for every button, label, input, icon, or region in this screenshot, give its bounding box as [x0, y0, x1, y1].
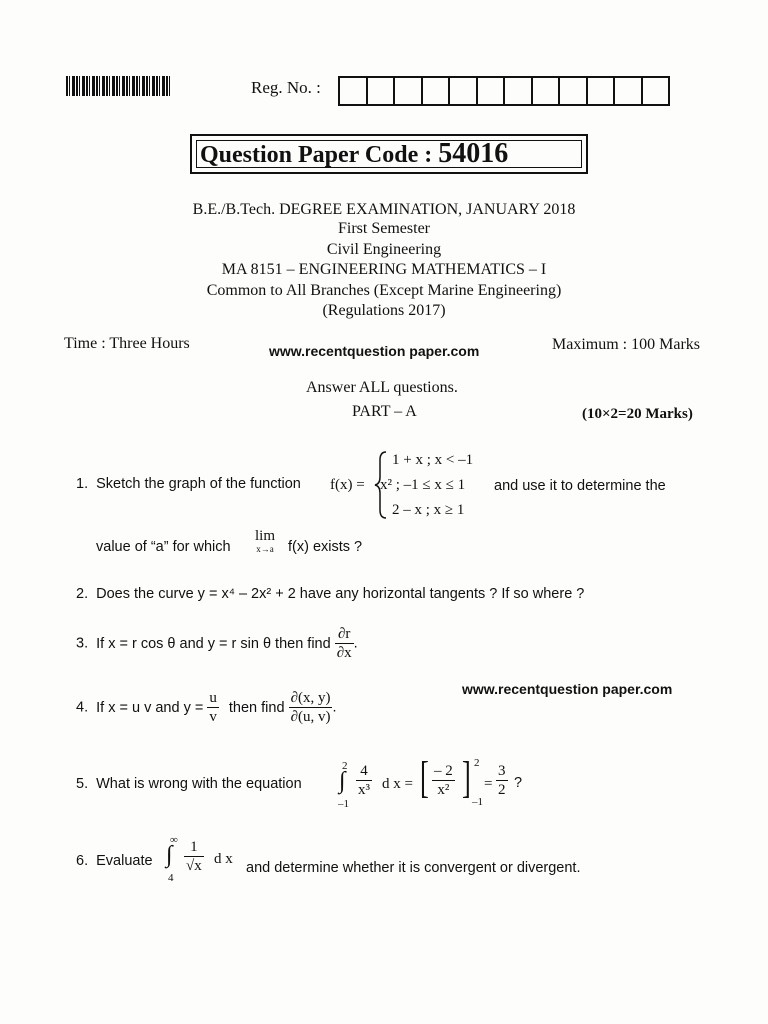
q5-frac [356, 762, 372, 799]
q1-case-2: x² ; –1 ≤ x ≤ 1 [380, 477, 466, 493]
q4-frac2-num: ∂(x, y) [290, 690, 331, 706]
watermark-2[interactable]: www.recentquestion paper.com [462, 681, 673, 697]
q3-text: If x = r cos θ and y = r sin θ then find [96, 635, 331, 652]
q4-frac2-den: ∂(u, v) [290, 709, 331, 725]
q5-end: ? [514, 775, 523, 791]
reg-no-box[interactable] [421, 76, 451, 106]
subject: MA 8151 – ENGINEERING MATHEMATICS – I [221, 261, 547, 278]
exam-title: B.E./B.Tech. DEGREE EXAMINATION, JANUARY 2018 [192, 201, 576, 218]
q5-text: What is wrong with the equation [96, 776, 302, 792]
q5-result-frac [496, 762, 508, 799]
regulations: (Regulations 2017) [322, 302, 446, 319]
reg-no-box[interactable] [641, 76, 671, 106]
q1-text: Sketch the graph of the function [96, 476, 301, 492]
reg-no-box[interactable] [366, 76, 396, 106]
q4-fraction-2 [289, 689, 333, 726]
q4-end: . [332, 699, 337, 716]
q-num: 4. [76, 699, 89, 716]
question-2 [76, 586, 584, 602]
question-5 [76, 776, 302, 792]
q4-frac1-num: u [209, 690, 217, 706]
reg-no-box[interactable] [613, 76, 643, 106]
reg-no-box[interactable] [503, 76, 533, 106]
q4-fraction-1 [207, 689, 219, 726]
semester: First Semester [338, 220, 430, 237]
q3-frac-den: ∂x [336, 645, 352, 661]
lim-top: lim [255, 528, 276, 544]
q5-bracket-lower: –1 [472, 796, 483, 808]
reg-no-box[interactable] [393, 76, 423, 106]
q5-equals: = [484, 776, 493, 792]
reg-no-box[interactable] [558, 76, 588, 106]
q4-text-mid: then find [228, 699, 285, 716]
q6-integral-sign: ∫ [166, 842, 173, 868]
q5-frac-num: 4 [356, 762, 372, 781]
reg-no-label: Reg. No. : [251, 78, 321, 97]
q-num: 1. [76, 476, 89, 492]
q5-bracket-right: ] [462, 753, 471, 802]
q4-text: If x = u v and y = [96, 699, 204, 716]
q5-integral-sign: ∫ [339, 768, 346, 794]
q5-bracket-den: x² [437, 782, 450, 798]
q6-upper-limit: ∞ [170, 834, 178, 846]
q1-text-after: and use it to determine the [494, 478, 666, 494]
q5-bracket-content [432, 762, 455, 799]
q5-result-den: 2 [498, 782, 506, 798]
q5-bracket-num: – 2 [434, 763, 453, 779]
max-marks: Maximum : 100 Marks [552, 336, 700, 353]
q1-case-3: 2 – x ; x ≥ 1 [392, 502, 465, 518]
q5-dx: d x = [382, 776, 413, 792]
q-num: 2. [76, 586, 89, 602]
reg-no-box[interactable] [338, 76, 368, 106]
q-num: 3. [76, 635, 89, 652]
q5-upper-limit: 2 [342, 760, 348, 772]
q1-limit [255, 530, 275, 556]
q5-integrand [356, 762, 372, 799]
q1-function: f(x) = [330, 477, 365, 493]
paper-code-title [200, 138, 508, 170]
question-1 [76, 476, 301, 492]
reg-no-box[interactable] [586, 76, 616, 106]
branch: Civil Engineering [326, 241, 442, 258]
q6-integrand [184, 838, 204, 875]
q6-frac-den: √x [186, 858, 202, 874]
q4-frac1-den: v [209, 709, 217, 725]
q5-bracket-left: [ [420, 753, 429, 802]
q6-frac [184, 838, 204, 875]
q2-text: Does the curve y = x⁴ – 2x² + 2 have any horizontal tangents ? If so where ? [96, 586, 585, 602]
q6-frac-num: 1 [184, 838, 204, 857]
q1-case-1: 1 + x ; x < –1 [392, 452, 474, 468]
question-3 [76, 625, 358, 662]
barcode [66, 76, 172, 96]
lim-bottom: x→a [256, 544, 274, 554]
q1-text-2-after: f(x) exists ? [288, 539, 363, 555]
q3-frac-num: ∂r [335, 625, 354, 644]
common-note: Common to All Branches (Except Marine Engineering) [206, 282, 562, 299]
reg-no-box[interactable] [476, 76, 506, 106]
reg-no-box[interactable] [448, 76, 478, 106]
time-label: Time : Three Hours [64, 335, 190, 352]
part-label: PART – A [352, 403, 417, 420]
paper-code-number: 54016 [438, 138, 509, 169]
q5-lower-limit: –1 [338, 798, 349, 810]
q6-lower-limit: 4 [168, 872, 174, 884]
q5-result-num: 3 [498, 763, 506, 779]
part-marks: (10×2=20 Marks) [582, 406, 693, 422]
instruction: Answer ALL questions. [306, 379, 458, 396]
q1-text-2: value of “a” for which [96, 539, 231, 555]
reg-no-boxes[interactable] [340, 76, 670, 106]
q-num: 5. [76, 776, 89, 792]
paper-code-label: Question Paper Code : [200, 142, 433, 168]
q5-frac-den: x³ [358, 782, 370, 798]
question-4 [76, 689, 337, 726]
question-6 [76, 853, 153, 869]
q5-bracket-upper: 2 [474, 757, 480, 769]
q6-dx: d x [214, 851, 233, 867]
q3-fraction [335, 625, 354, 662]
q3-end: . [353, 635, 358, 652]
reg-no-box[interactable] [531, 76, 561, 106]
q6-text: Evaluate [96, 853, 153, 869]
q5-result [496, 762, 508, 799]
watermark[interactable]: www.recentquestion paper.com [269, 343, 480, 359]
q6-text-after: and determine whether it is convergent or divergent. [246, 860, 581, 876]
q-num: 6. [76, 853, 89, 869]
q5-bracket-frac [432, 762, 455, 799]
